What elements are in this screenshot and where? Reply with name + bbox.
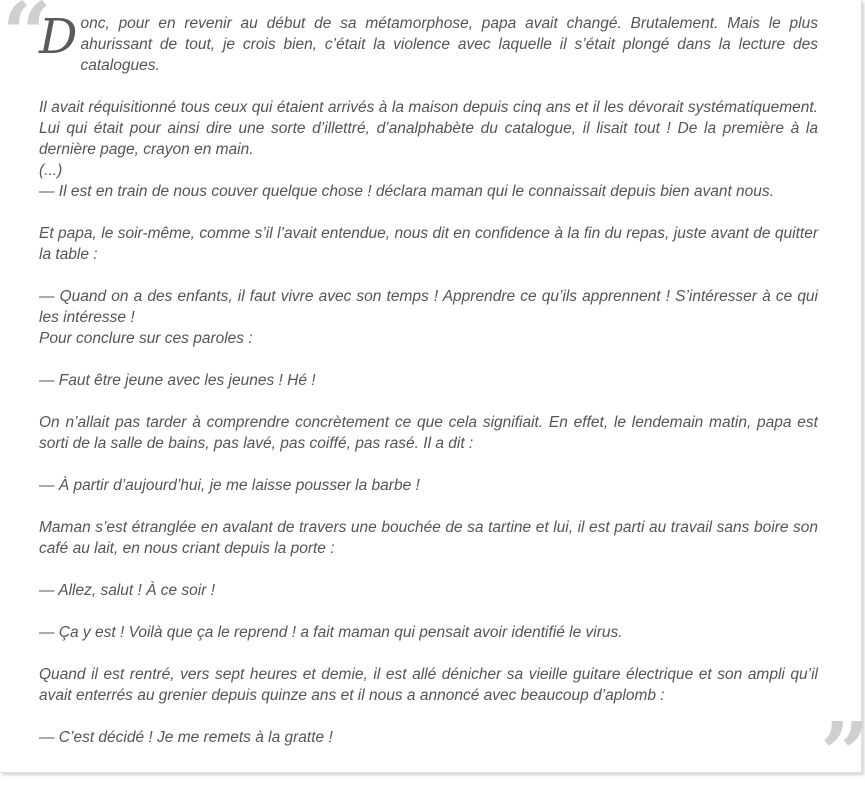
paragraph-2: Il avait réquisitionné tous ceux qui étaient arrivés à la maison depuis cinq ans et il les dévorait systématiquement. Lui qui était pour ainsi dire une sorte d’illettré, d’analphabète du catalogue, il lisait tout ! De la première à la dernière page, crayon en main. (39, 99, 818, 158)
dialogue-line: — À partir d’aujourd’hui, je me laisse pousser la barbe ! (39, 477, 420, 494)
paragraph: Et papa, le soir-même, comme s’il l’avait entendue, nous dit en confidence à la fin du repas, juste avant de quitter la table : (39, 225, 818, 263)
excerpt-text (39, 9, 818, 769)
dialogue-line: — Faut être jeune avec les jeunes ! Hé ! (39, 372, 316, 389)
paragraph: Quand il est rentré, vers sept heures et demie, il est allé dénicher sa vieille guitare électrique et son ampli qu’il avait enterrés au grenier depuis quinze ans et il nous a annoncé avec beaucoup d’aplomb : (39, 666, 818, 704)
paragraph: Pour conclure sur ces paroles : (39, 330, 253, 347)
drop-cap: D (39, 9, 78, 65)
open-quote-icon: “ (2, 0, 44, 85)
paragraph-1 (39, 9, 818, 76)
paragraph: Maman s’est étranglée en avalant de travers une bouchée de sa tartine et lui, il est parti au travail sans boire son café au lait, en nous criant depuis la porte : (39, 519, 818, 557)
dialogue-line: — Il est en train de nous couver quelque chose ! déclara maman qui le connaissait depuis bien avant nous. (39, 183, 774, 200)
dialogue-line: — Allez, salut ! À ce soir ! (39, 582, 216, 599)
paragraph-1-text: onc, pour en revenir au début de sa métamorphose, papa avait changé. Brutalement. Mais le plus ahurissant de tout, je crois bien, c’était la violence avec laquelle il s’était plongé dans la lecture des catalogues. (80, 15, 818, 74)
close-quote-icon: ” (820, 704, 862, 805)
dialogue-line: — Quand on a des enfants, il faut vivre avec son temps ! Apprendre ce qu’ils apprennent ! S’intéresser à ce qui les intéresse ! (39, 288, 818, 326)
ellipsis-line: (...) (39, 162, 63, 179)
paragraph: On n’allait pas tarder à comprendre concrètement ce que cela signifiait. En effet, le lendemain matin, papa est sorti de la salle de bains, pas lavé, pas coiffé, pas rasé. Il a dit : (39, 414, 818, 452)
dialogue-line: — Ça y est ! Voilà que ça le reprend ! a fait maman qui pensait avoir identifié le virus. (39, 624, 623, 641)
dialogue-line: — C’est décidé ! Je me remets à la gratte ! (39, 729, 333, 746)
